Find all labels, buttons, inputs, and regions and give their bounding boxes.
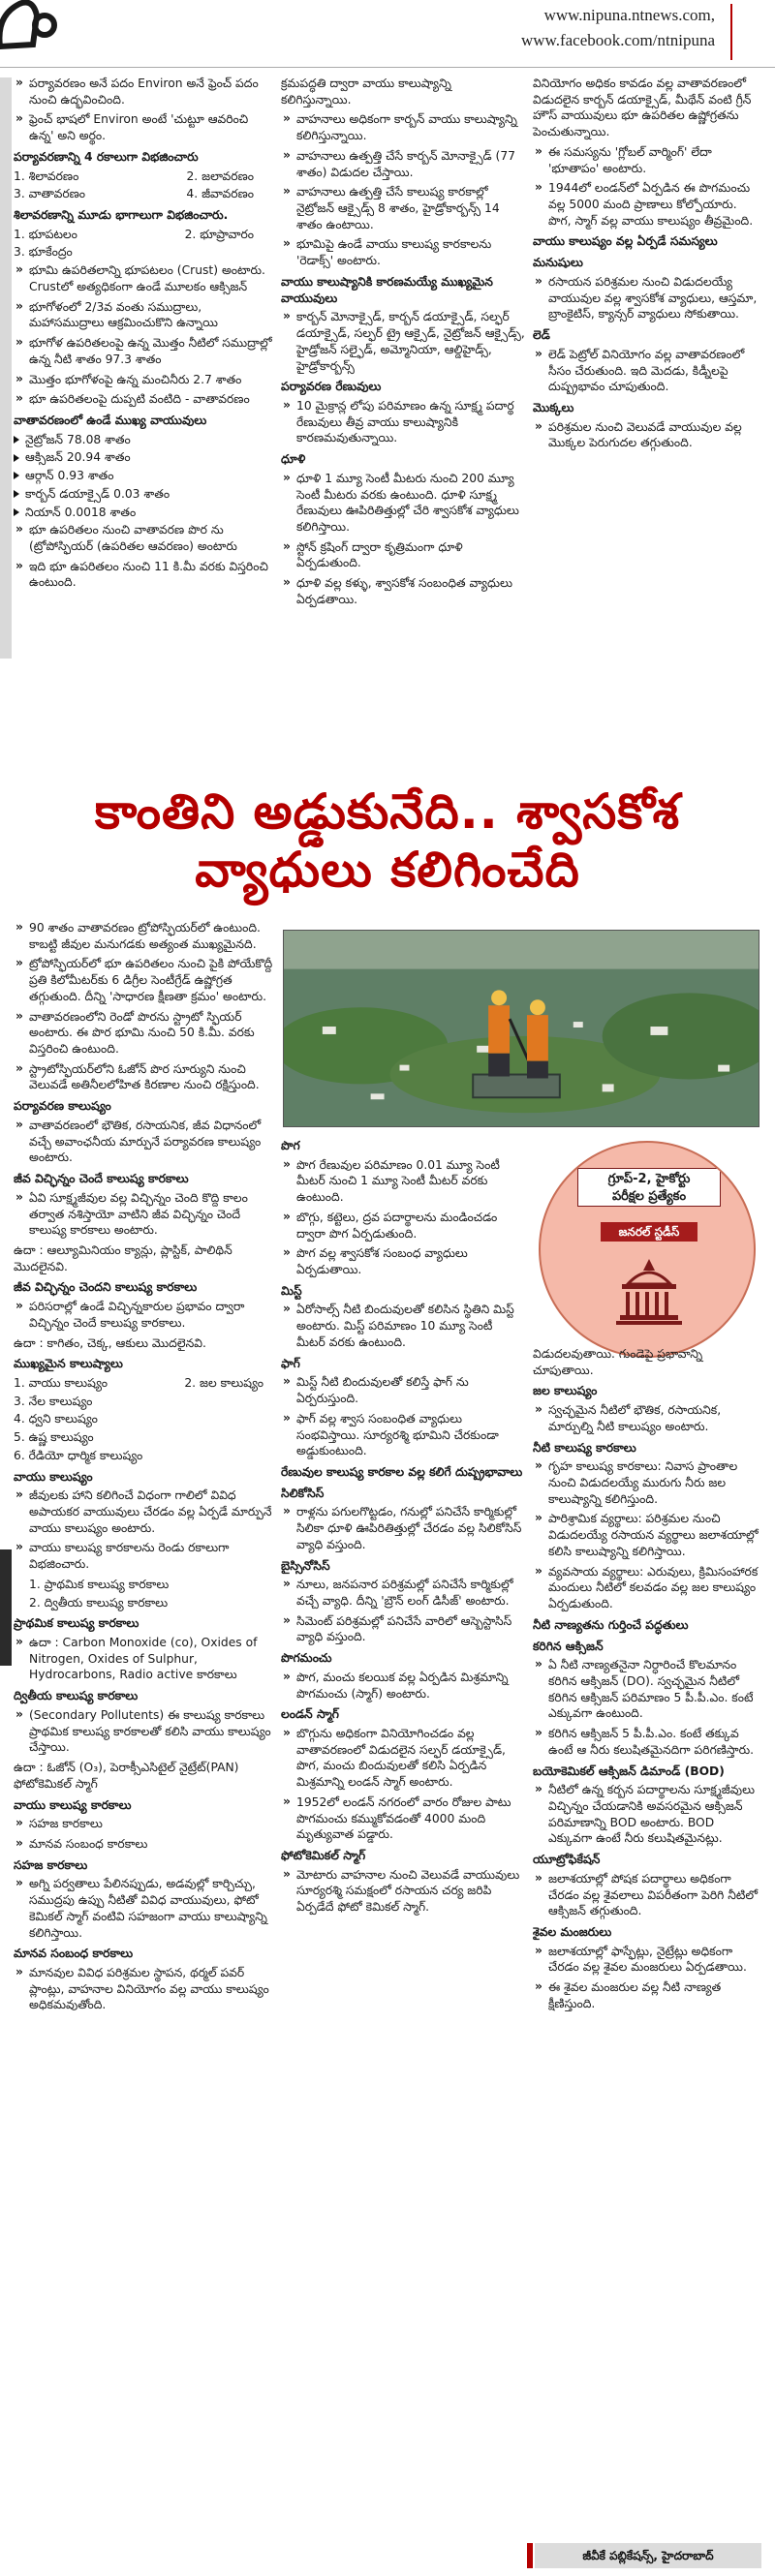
badge-subtitle: పరీక్షల ప్రత్యేకం [611,1188,687,1204]
subheading: మానవ సంబంధ కారకాలు [14,1947,134,1961]
text-item: » వాహనాలు ఉత్పత్తి చేసే కార్బన్ మోనాక్సైడ్ (77 శాతం) విడుదల చేస్తాయి. [281,148,525,180]
headline-line-2: వ్యాధులు కలిగించేది [195,842,580,898]
text-item: » భూ ఉపరితలంపై దుప్పటి వంటిది - వాతావరణం [14,391,273,408]
subheading: పర్యావరణాన్ని 4 రకాలుగా విభజించారు [14,149,199,164]
list-row [14,1375,273,1392]
subheading: శైవల మంజరులు [533,1925,612,1939]
list-item: » సహజ కారకాలు [14,1816,273,1832]
list-item: 1. భూపటలం [14,227,78,241]
text-item: » ఈ సమస్యను 'గ్లోబల్ వార్మింగ్' లేదా 'భూతాపం' అంటారు. [533,144,761,176]
site-url[interactable]: www.nipuna.ntnews.com, [543,6,715,24]
column-2 [281,76,525,612]
arrow-icon [14,436,19,444]
text-item: » ఏరోసాల్స్ నీటి బిందువులతో కలిసిన స్థితిని మిస్ట్ అంటారు. మిస్ట్ పరిమాణం 10 మ్యూ సెంటీ మీటర్ వరకు ఉంటుంది. [281,1302,525,1350]
subheading: వాతావరణంలో ఉండే ముఖ్య వాయువులు [14,413,207,427]
masthead [0,0,775,68]
gas-row [14,486,273,503]
subheading: సిలికోసిస్ [281,1486,325,1500]
gas-name: ఆర్గాన్ [25,469,54,483]
text-item: » నూలు, జనపనార పరిశ్రమల్లో పనిచేసే కార్మికుల్లో వచ్చే వ్యాధి. దీన్ని 'బ్రౌన్ లంగ్ డిసీజ్' అంటారు. [281,1577,525,1609]
list-item: 3. భూకేంద్రం [14,245,73,260]
list-item: 2. ద్వితీయ కాలుష్య కారకాలు [29,1595,169,1610]
text-item: » ధూళి వల్ల కళ్ళు, శ్వాసకోశ సంబంధిత వ్యాధులు ఏర్పడతాయి. [281,575,525,607]
text-item: » కరిగిన ఆక్సిజన్ 5 పీ.పీ.ఎం. కంటే తక్కువ ఉంటే ఆ నీరు కలుషితమైనదిగా పరిగణిస్తారు. [533,1726,761,1758]
list-item: 2. జల కాలుష్యం [184,1375,264,1390]
list-item: 4. ధ్వని కాలుష్యం [14,1412,98,1426]
list-item: 1. శిలావరణం [14,169,79,183]
text-item: వినియోగం అధికం కావడం వల్ల వాతావరణంలో విడుదలైన కార్బన్ డయాక్సైడ్, మీథేన్ వంటి గ్రీన్ హౌస్ వాయువులు భూ ఉపరితల ఉష్ణోగ్రతను పెంచుతున్నాయి. [533,77,752,139]
text-item: » వాయు కాలుష్య కారకాలను రెండు రకాలుగా విభజించారు. [14,1540,273,1572]
subheading: నీటి కాలుష్య కారకాలు [533,1440,636,1455]
gas-value: 0.03 శాతం [113,486,170,501]
list-row [14,186,273,202]
text-item: » ఏ నీటి నాణ్యతనైనా నిర్ధారించే కొలమానం కరిగిన ఆక్సిజన్ (DO). స్వచ్ఛమైన నీటిలో కరిగిన ఆక్సిజన్ పరిమాణం 5 పీ.పీ.ఎం. కంటే ఎక్కువగా ఉంటుంది. [533,1657,761,1722]
subheading: మొక్కలు [533,400,574,414]
badge-tag: జనరల్ స్టడీస్ [601,1222,698,1242]
example-text: ఉదా : ఓజోన్ (O₃), పెరాక్సీఎసిటైల్ నైట్రేట్(PAN) ఫోటోకెమికల్ స్మాగ్ [14,1761,239,1791]
footer-accent [527,2543,533,2568]
adjacent-page-edge [0,77,12,659]
publisher-credit: జీవీకే పబ్లికేషన్స్, హైదరాబాద్ [535,2543,761,2568]
gas-row [14,449,273,466]
text-item: » ట్రోపోస్ఫియర్‌లో భూ ఉపరితలం నుంచి పైకి పోయేకొద్దీ ప్రతి కిలోమీటర్‌కు 6 డిగ్రీల సెంటీగ్రేడ్ ఉష్ణోగ్రత తగ్గుతుంది. దీన్ని 'సాధారణ క్షీణతా క్రమం' అంటారు. [14,956,273,1004]
text-item: » రసాయన పరిశ్రమల నుంచి విడుదలయ్యే వాయువుల వల్ల శ్వాసకోశ వ్యాధులు, ఆస్తమా, బ్రాంకైటిస్, క్యాన్సర్ వ్యాధులు సోకుతాయి. [533,274,761,322]
arrow-icon [14,454,19,462]
list-item: » మానవ సంబంధ కారకాలు [14,1836,273,1853]
column-1 [14,76,273,595]
arrow-icon [14,490,19,498]
text-item: » వాతావరణంలోని రెండో పొరను స్ట్రాటో స్ఫియర్ అంటారు. ఈ పొర భూమి నుంచి 50 కి.మీ. వరకు విస్తరించి ఉంటుంది. [14,1009,273,1058]
text-item: » ధూళి 1 మ్యూ సెంటీ మీటరు నుంచి 200 మ్యూ సెంటీ మీటరు వరకు ఉంటుంది. ధూళి సూక్ష్మ రేణువులు ఊపిరితిత్తుల్లో చేరి శ్వాసకోశ వ్యాధులు కలిగిస్తాయి. [281,471,525,536]
gas-row [14,468,273,484]
list-row [14,169,273,185]
exam-badge [539,1141,756,1358]
subheading: పర్యావరణ రేణువులు [281,380,382,394]
badge-title-box [577,1168,721,1207]
example-text: ఉదా : కాగితం, చెక్క, ఆకులు మొదలైనవి. [14,1335,206,1350]
subheading: ధూళి [281,452,306,467]
text-item: » జలాశయాల్లో ఫాస్ఫేట్లు, నైట్రేట్లు అధికంగా చేరడం వల్ల శైవల మంజరులు ఏర్పడతాయి. [533,1944,761,1976]
subheading: ద్వితీయ కాలుష్య కారకాలు [14,1689,139,1703]
text-item: » భూగోళంలో 2/3వ వంతు సముద్రాలు, మహాసముద్రాలు ఆక్రమించుకొని ఉన్నాయి [14,299,273,331]
text-item: » కార్బన్ మోనాక్సైడ్, కార్బన్ డయాక్సైడ్, సల్ఫర్ డయాక్సైడ్, సల్ఫర్ ట్రై ఆక్సైడ్, నైట్రోజన్ ఆక్సైడ్స్, హైడ్రోజన్ సల్ఫైడ్, అమ్మోనియా, ఆల్డిహైడ్స్, హైడ్రోకార్బన్స్ [281,309,525,374]
list-item: 1. వాయు కాలుష్యం [14,1375,108,1390]
arrow-icon [14,472,19,479]
text-item: » స్ట్రాటోస్ఫియర్‌లోని ఓజోన్ పొర సూర్యుని నుంచి వెలువడే అతినీలలోహిత కిరణాల నుంచి రక్షిస్తుంది. [14,1061,273,1093]
text-item: » మిస్ట్ నీటి బిందువులతో కలిస్తే ఫాగ్ ను ఏర్పరుస్తుంది. [281,1374,525,1406]
gas-name: ఆక్సిజన్ [25,450,63,465]
gas-row [14,505,273,521]
subheading: మనుషులు [533,256,583,270]
parliament-building-icon [610,1251,688,1329]
subheading: పొగ [281,1139,300,1152]
subheading: రేణువుల కాలుష్య కారకాల వల్ల కలిగే దుష్ప్రభావాలు [281,1464,523,1479]
gas-value: 0.0018 శాతం [64,505,137,519]
subheading: పర్యావరణ కాలుష్యం [14,1099,111,1114]
headline [19,782,756,899]
text-item: » భూ ఉపరితలం నుంచి వాతావరణ పొర ను (ట్రోపోస్ఫియర్ (ఉపరితల ఆవరణం) అంటారు [14,522,273,554]
gas-row [14,432,273,448]
text-item: » స్టోన్ క్రషింగ్ ద్వారా కృత్రిమంగా ధూళి ఏర్పడుతుంది. [281,539,525,571]
list-item: 6. రేడియో ధార్మిక కాలుష్యం [14,1448,143,1462]
subheading: జీవ విచ్ఛిన్నం చెందని కాలుష్య కారకాలు [14,1280,198,1295]
subheading: ముఖ్యమైన కాలుష్యాలు [14,1357,123,1371]
subheading: నీటి నాణ్యతను గుర్తించే పద్ధతులు [533,1617,689,1632]
text-item: విడుదలవుతాయి. గుండెపై ప్రభావాన్ని చూపుతాయి. [533,1347,703,1377]
list-item: 2. భూప్రావారం [184,227,254,241]
subheading: లెడ్ [533,328,550,343]
text-item: » వాహనాలు అధికంగా కార్బన్ వాయు కాలుష్యాన్ని కలిగిస్తున్నాయి. [281,111,525,143]
subheading: లండన్ స్మాగ్ [281,1707,339,1722]
text-item: » గృహ కాలుష్య కారకాలు: నివాస ప్రాంతాల నుంచి విడుదలయ్యే మురుగు నీరు జల కాలుష్యాన్ని కలిగిస్తుంది. [533,1458,761,1507]
text-item: » భూమి ఉపరితలాన్ని భూపటలం (Crust) అంటారు. Crustలో అత్యధికంగా ఉండే మూలకం ఆక్సిజన్ [14,262,273,294]
text-item: » ఏవి సూక్ష్మజీవుల వల్ల విచ్ఛిన్నం చెంది కొద్ది కాలం తర్వాత నశిస్తాయో వాటిని జీవ విచ్ఛిన్నం చెందే కాలుష్య కారకాలు అంటారు. [14,1190,273,1239]
gas-value: 78.08 శాతం [67,432,131,446]
subheading: బైస్సినోసిస్ [281,1558,330,1573]
subheading: యూట్రోఫికేషన్ [533,1853,601,1867]
text-item: » సిమెంట్ పరిశ్రమల్లో పనిచేసే వారిలో ఆస్బెస్టాసిస్ వ్యాధి వస్తుంది. [281,1613,525,1645]
list-item: 1. ప్రాథమిక కాలుష్య కారకాలు [29,1577,170,1591]
text-item: » 1944లో లండన్‌లో ఏర్పడిన ఈ పొగమంచు వల్ల 5000 మంది ప్రాణాలు కోల్పోయారు. పొగ, స్మాగ్ వల్ల వాయు కాలుష్యం తీవ్రమైంది. [533,180,761,229]
badge-title: గ్రూప్-2, హైకోర్టు [607,1172,691,1186]
masthead-rule [730,4,732,60]
text-item: » పొగ, మంచు కలయిక వల్ల ఏర్పడిన మిశ్రమాన్ని పొగమంచు (స్మాగ్) అంటారు. [281,1670,525,1702]
text-item: » స్వచ్ఛమైన నీటిలో భౌతిక, రసాయనిక, మార్పుల్ని నీటి కాలుష్యం అంటారు. [533,1402,761,1434]
text-item: » భూగోళ ఉపరితలంపై ఉన్న మొత్తం నీటిలో సముద్రాల్లో ఉన్న నీటి శాతం 97.3 శాతం [14,335,273,367]
text-item: » మోటారు వాహనాల నుంచి వెలువడే వాయువులు సూర్యరశ్మి సమక్షంలో రసాయన చర్య జరిపి ఏర్పడేదే ఫోటో కెమికల్ స్మాగ్. [281,1867,525,1916]
text-item: » భూమిపై ఉండే వాయు కాలుష్య కారకాలను 'రెడాక్స్' అంటారు. [281,236,525,268]
text-item: » వాతావరణంలో భౌతిక, రసాయనిక, జీవ విధానంలో వచ్చే అవాంఛనీయ మార్పునే పర్యావరణ కాలుష్యం అంటారు. [14,1118,273,1166]
text-item: » బొగ్గు, కట్టెలు, ద్రవ పదార్థాలను మండించడం ద్వారా పొగ ఏర్పడుతుంది. [281,1210,525,1242]
text-item: » పొగ రేణువుల పరిమాణం 0.01 మ్యూ సెంటీ మీటర్ నుంచి 1 మ్యూ సెంటీ మీటర్ వరకు ఉంటుంది. [281,1157,525,1206]
list-item: 2. జలావరణం [186,169,254,183]
text-item: » 90 శాతం వాతావరణం ట్రోపోస్ఫియర్‌లో ఉంటుంది. కాబట్టి జీవుల మనుగడకు అత్యంత ముఖ్యమైనది. [14,920,273,952]
gas-name: కార్బన్ డయాక్సైడ్ [25,486,110,501]
river-cleanup-photo [283,930,760,1127]
subheading: మిస్ట్ [281,1283,302,1298]
text-item: » నీటిలో ఉన్న కర్బన పదార్థాలను సూక్ష్మజీవులు విచ్ఛిన్నం చేయడానికి అవసరమైన ఆక్సిజన్ పరిమాణాన్ని BOD అంటారు. BOD ఎక్కువగా ఉంటే నీరు కలుషితమైనట్లు. [533,1782,761,1847]
subheading: వాయు కాలుష్య కారకాలు [14,1797,132,1812]
text-item: » రాళ్లను పగులగొట్టడం, గనుల్లో పనిచేసే కార్మికుల్లో సిలికా ధూళి ఊపిరితిత్తుల్లో చేరడం వల్ల సిలికోసిస్ వ్యాధి వస్తుంది. [281,1504,525,1552]
column-5 [281,1133,525,1919]
text-item: » జలాశయాల్లో పోషక పదార్థాలు అధికంగా చేరడం వల్ల శైవలాలు విపరీతంగా పెరిగి నీటిలో ఆక్సిజన్ తగ్గుతుంది. [533,1871,761,1919]
column-3 [533,76,761,455]
text-item: » పొగ వల్ల శ్వాసకోశ సంబంధ వ్యాధులు ఏర్పడుతాయి. [281,1245,525,1277]
facebook-url[interactable]: www.facebook.com/ntnipuna [520,31,715,49]
text-item: » 10 మైక్రాన్ల లోపు పరిమాణం ఉన్న సూక్ష్మ పదార్థ రేణువులు తీవ్ర వాయు కాలుష్యానికి కారణమవుతున్నాయి. [281,398,525,446]
text-item: » వాహనాలు ఉత్పత్తి చేసే కాలుష్య కారకాల్లో నైట్రోజన్ ఆక్సైడ్స్ 8 శాతం, హైడ్రోకార్బన్స్ 14 శాతం ఉంటాయి. [281,184,525,232]
list-item: 4. జీవావరణం [186,187,254,201]
text-item: » పర్యావరణం అనే పదం Environ అనే ఫ్రెంచ్ పదం నుంచి ఉద్భవించింది. [14,76,273,107]
subheading: బయోకెమికల్ ఆక్సిజన్ డిమాండ్ (BOD) [533,1763,725,1778]
text-item: » ఈ శైవల మంజరుల వల్ల నీటి నాణ్యత క్షీణిస్తుంది. [533,1979,761,2011]
list-item: 5. ఉష్ణ కాలుష్యం [14,1430,94,1445]
text-item: » ఫాగ్ వల్ల శ్వాస సంబంధిత వ్యాధులు సంభవిస్తాయి. సూర్యరశ్మి భూమిని చేరకుండా అడ్డుకుంటుంది. [281,1411,525,1459]
text-item: » మొత్తం భూగోళంపై ఉన్న మంచినీరు 2.7 శాతం [14,372,273,388]
text-item: » వ్యవసాయ వ్యర్థాలు: ఎరువులు, క్రిమిసంహారక మందులు నీటిలో కలవడం వల్ల జల కాలుష్యం ఏర్పడుతుంది. [533,1564,761,1612]
text-item: » పారిశ్రామిక వ్యర్థాలు: పరిశ్రమల నుంచి విడుదలయ్యే రసాయన వ్యర్థాలు జలాశయాల్లో కలిసి కాలుష్యాన్ని కలిగిస్తాయి. [533,1511,761,1559]
text-item: » 1952లో లండన్ నగరంలో వారం రోజుల పాటు పొగమంచు కమ్ముకోవడంతో 4000 మంది మృత్యువాత పడ్డారు. [281,1794,525,1843]
list-item: 3. వాతావరణం [14,187,86,201]
text-item: » ఫ్రెంచ్ భాషలో Environ అంటే 'చుట్టూ ఆవరించి ఉన్న' అని అర్థం. [14,111,273,143]
text-item: » (Secondary Pollutents) ఈ కాలుష్య కారకాలు ప్రాథమిక కాలుష్య కారకాలతో కలిసి వాయు కాలుష్యం చేస్తాయి. [14,1707,273,1756]
gas-value: 0.93 శాతం [57,469,114,483]
subheading: ఫోటోకెమికల్ స్మాగ్ [281,1849,366,1863]
gas-name: నైట్రోజన్ [25,432,64,446]
adjacent-page-edge-dark [0,1549,12,1666]
subheading: సహజ కారకాలు [14,1857,88,1872]
text-item: » ఇది భూ ఉపరితలం నుంచి 11 కి.మీ వరకు విస్తరించి ఉంటుంది. [14,559,273,591]
text-item: » ఉదా : Carbon Monoxide (co), Oxides of Nitrogen, Oxides of Sulphur, Hydrocarbons, Radio active కారకాలు [14,1635,273,1683]
text-item: » లెడ్ పెట్రోల్ వినియోగం వల్ల వాతావరణంలో సీసం చేరుతుంది. ఇది మెదడు, కిడ్నీలపై దుష్ప్రభావం చూపుతుంది. [533,347,761,395]
list-item: 3. నేల కాలుష్యం [14,1394,93,1408]
subheading: వాయు కాలుష్యానికి కారణమయ్యే ముఖ్యమైన వాయువులు [281,274,493,305]
gas-value: 20.94 శాతం [66,450,131,465]
text-item: » మానవుల వివిధ పరిశ్రమల స్థాపన, థర్మల్ పవర్ ప్లాంట్లు, వాహనాల వినియోగం వల్ల వాయు కాలుష్యం అధికమవుతోంది. [14,1965,273,2013]
headline-line-1: కాంతిని అడ్డుకునేది.. శ్వాసకోశ [94,783,681,840]
subheading: వాయు కాలుష్యం [14,1469,93,1484]
subheading: జీవ విచ్ఛిన్నం చెందే కాలుష్య కారకాలు [14,1172,189,1186]
newspaper-logo-fragment [0,0,62,64]
text-item: » అగ్ని పర్వతాలు పేలినప్పుడు, అడవుల్లో కార్చిచ్చు, సముద్రపు ఉప్పు నీటితో వివిధ వాయువులు, ఫోటో కెమికల్ స్మాగ్ వంటివి సహజంగా వాయు కాలుష్యాన్ని కలిగిస్తాయి. [14,1876,273,1941]
text-item: క్రమపద్ధతి ద్వారా వాయు కాలుష్యాన్ని కలిగిస్తున్నాయి. [281,77,451,107]
list-row [14,227,273,243]
text-item: » పరిసరాల్లో ఉండే విచ్ఛిన్నకారుల ప్రభావం ద్వారా విచ్ఛిన్నం చెందే కాలుష్య కారకాలు. [14,1299,273,1331]
subheading: వాయు కాలుష్యం వల్ల ఏర్పడే సమస్యలు [533,234,718,249]
arrow-icon [14,508,19,516]
text-item: » జీవులకు హాని కలిగించే విధంగా గాలిలో వివిధ అపాయకర వాయువులు చేరడం వల్ల ఏర్పడే మార్పునే వాయు కాలుష్యం అంటారు. [14,1487,273,1536]
text-item: » బొగ్గును అధికంగా వినియోగించడం వల్ల వాతావరణంలో విడుదలైన సల్ఫర్ డయాక్సైడ్, పొగ, మంచు బిందువులతో కలిసి ఏర్పడిన మిశ్రమాన్ని లండన్ స్మాగ్ అంటారు. [281,1726,525,1791]
subheading: ఫాగ్ [281,1356,300,1370]
gas-name: నియాన్ [25,505,61,519]
subheading: ప్రాథమిక కాలుష్య కారకాలు [14,1616,140,1631]
subheading: కరిగిన ఆక్సిజన్ [533,1639,604,1653]
text-item: » పరిశ్రమల నుంచి వెలువడే వాయువుల వల్ల మొక్కల పెరుగుదల తగ్గుతుంది. [533,419,761,451]
example-text: ఉదా : ఆల్యూమినియం క్యాన్లు, ప్లాస్టిక్, పాలిథిన్ మొదలైనవి. [14,1242,232,1273]
subheading: జల కాలుష్యం [533,1384,598,1398]
column-6 [533,1346,761,2016]
subheading: పొగమంచు [281,1651,332,1666]
subheading: శిలావరణాన్ని మూడు భాగాలుగా విభజించారు. [14,208,229,223]
column-4 [14,920,273,2017]
